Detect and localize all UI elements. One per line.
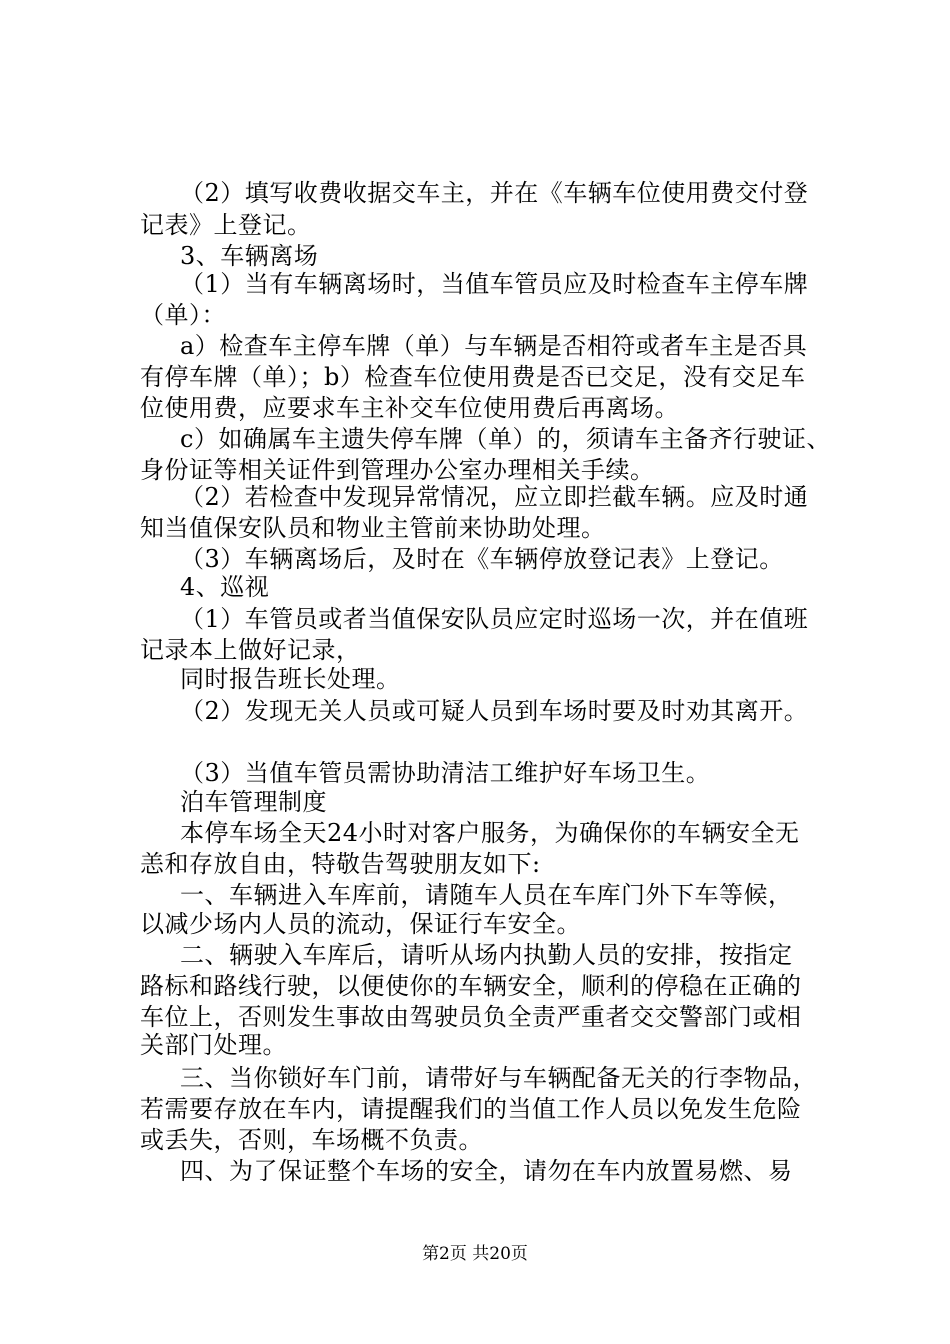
page-number-footer: 第2页 共20页: [422, 1244, 528, 1264]
text-line: 一、车辆进入车库前，请随车人员在车库门外下车等候，: [180, 881, 793, 909]
text-line: 知当值保安队员和物业主管前来协助处理。: [140, 514, 606, 542]
text-line: 身份证等相关证件到管理办公室办理相关手续。: [140, 456, 655, 484]
text-line: 记表》上登记。: [140, 211, 312, 239]
text-line: （1）当有车辆离场时，当值车管员应及时检查车主停车牌: [180, 270, 809, 298]
text-line: c）如确属车主遗失停车牌（单）的，须请车主备齐行驶证、: [180, 425, 831, 453]
text-line: （2）若检查中发现异常情况，应立即拦截车辆。应及时通: [180, 483, 809, 511]
text-line: （3）当值车管员需协助清洁工维护好车场卫生。: [180, 759, 711, 787]
text-line: （2）发现无关人员或可疑人员到车场时要及时劝其离开。: [180, 697, 809, 725]
text-line: 二、辆驶入车库后，请听从场内执勤人员的安排，按指定: [180, 941, 793, 969]
section-heading: 3、车辆离场: [180, 242, 319, 270]
section-title: 泊车管理制度: [180, 788, 327, 816]
text-line: 若需要存放在车内，请提醒我们的当值工作人员以免发生危险: [140, 1095, 802, 1123]
text-line: （2）填写收费收据交车主，并在《车辆车位使用费交付登: [180, 179, 809, 207]
text-line: 位使用费，应要求车主补交车位使用费后再离场。: [140, 394, 679, 422]
text-line: 以减少场内人员的流动，保证行车安全。: [140, 910, 581, 938]
text-line: 同时报告班长处理。: [180, 665, 401, 693]
text-line: （3）车辆离场后，及时在《车辆停放登记表》上登记。: [180, 545, 784, 573]
section-heading: 4、巡视: [180, 573, 270, 601]
text-line: 车位上，否则发生事故由驾驶员负全责严重者交交警部门或相: [140, 1003, 802, 1031]
text-line: （1）车管员或者当值保安队员应定时巡场一次，并在值班: [180, 605, 809, 633]
text-line: 恙和存放自由，特敬告驾驶朋友如下:: [140, 850, 541, 878]
text-line: 本停车场全天24小时对客户服务，为确保你的车辆安全无: [180, 819, 800, 847]
text-line: （单）：: [140, 301, 226, 329]
text-line: 或丢失，否则，车场概不负责。: [140, 1126, 483, 1154]
text-line: 四、为了保证整个车场的安全，请勿在车内放置易燃、易: [180, 1157, 793, 1185]
text-line: 路标和路线行驶，以便使你的车辆安全，顺利的停稳在正确的: [140, 972, 802, 1000]
text-line: 有停车牌（单）；b）检查车位使用费是否已交足，没有交足车: [140, 363, 806, 391]
text-line: a）检查车主停车牌（单）与车辆是否相符或者车主是否具: [180, 332, 808, 360]
text-line: 关部门处理。: [140, 1031, 287, 1059]
text-line: 记录本上做好记录，: [140, 636, 361, 664]
text-line: 三、当你锁好车门前，请带好与车辆配备无关的行李物品，: [180, 1064, 817, 1092]
